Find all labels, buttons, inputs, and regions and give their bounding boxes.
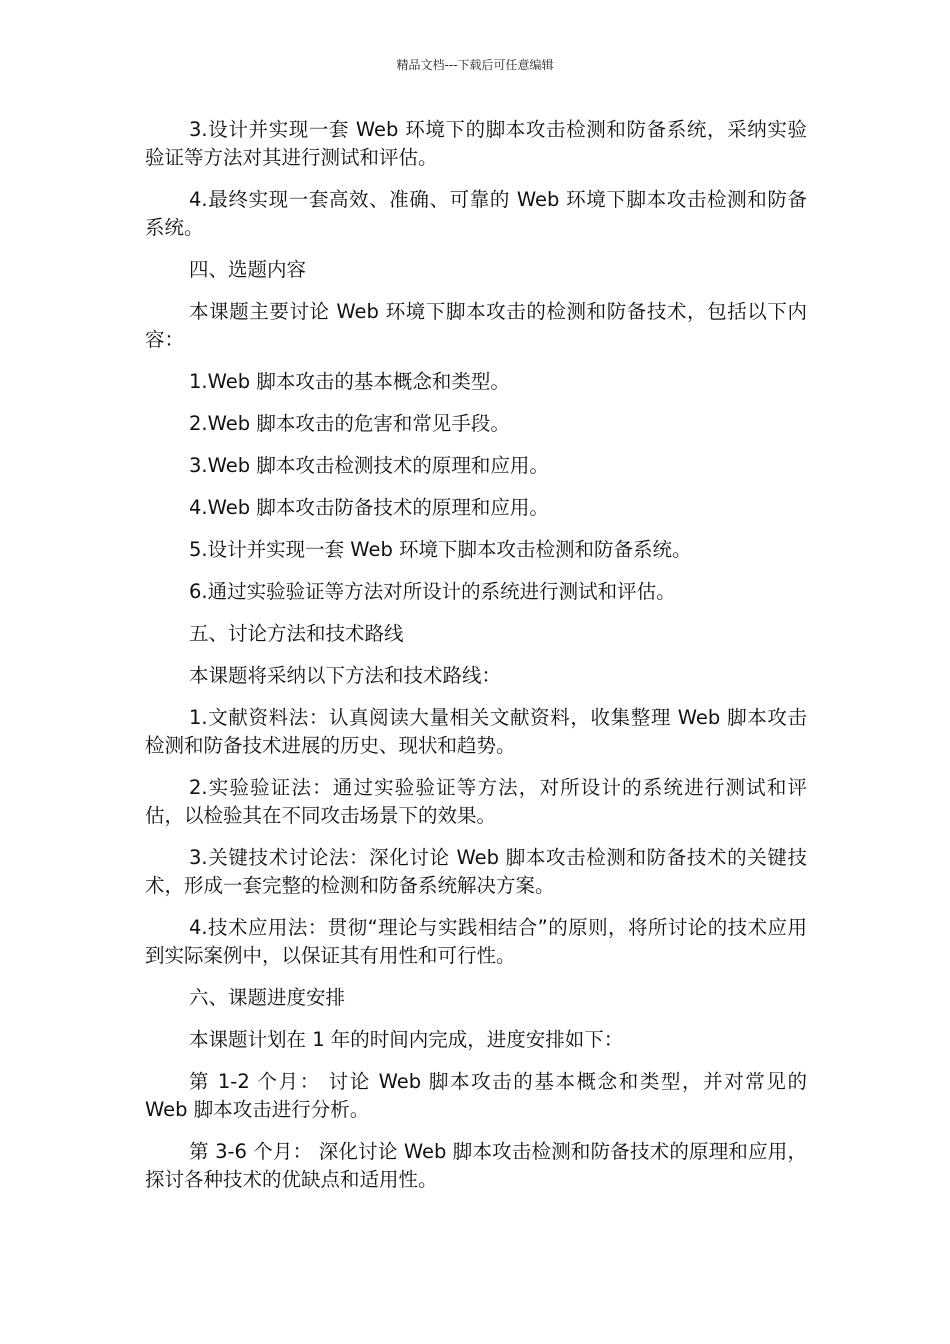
paragraph-methods-intro: 本课题将采纳以下方法和技术路线： (189, 664, 502, 687)
list-item-method-2: 2.实验验证法：通过实验验证等方法，对所设计的系统进行测试和评估，以检验其在不同攻击场景下的效果。 (145, 776, 807, 827)
list-item-content-2: 2.Web 脚本攻击的危害和常见手段。 (189, 412, 510, 435)
list-item-content-5: 5.设计并实现一套 Web 环境下脚本攻击检测和防备系统。 (189, 538, 692, 561)
list-item-method-1: 1.文献资料法：认真阅读大量相关文献资料，收集整理 Web 脚本攻击检测和防备技术进展的历史、现状和趋势。 (145, 706, 807, 757)
section-heading-5: 五、讨论方法和技术路线 (189, 622, 404, 645)
paragraph-goal-4: 4.最终实现一套高效、准确、可靠的 Web 环境下脚本攻击检测和防备系统。 (145, 188, 807, 239)
paragraph-content-intro: 本课题主要讨论 Web 环境下脚本攻击的检测和防备技术，包括以下内容： (145, 300, 807, 351)
list-item-content-1: 1.Web 脚本攻击的基本概念和类型。 (189, 370, 510, 393)
list-item-content-6: 6.通过实验验证等方法对所设计的系统进行测试和评估。 (189, 580, 676, 603)
page-header: 精品文档---下载后可任意编辑 (396, 58, 554, 72)
schedule-item-2: 第 3-6 个月： 深化讨论 Web 脚本攻击检测和防备技术的原理和应用，探讨各种技术的优缺点和适用性。 (145, 1140, 807, 1191)
list-item-method-3: 3.关键技术讨论法：深化讨论 Web 脚本攻击检测和防备技术的关键技术，形成一套完整的检测和防备系统解决方案。 (145, 846, 807, 897)
list-item-method-4: 4.技术应用法：贯彻“理论与实践相结合”的原则，将所讨论的技术应用到实际案例中，以保证其有用性和可行性。 (145, 916, 807, 967)
schedule-item-1: 第 1-2 个月： 讨论 Web 脚本攻击的基本概念和类型，并对常见的 Web 脚本攻击进行分析。 (145, 1070, 807, 1121)
paragraph-schedule-intro: 本课题计划在 1 年的时间内完成，进度安排如下： (189, 1028, 624, 1051)
list-item-content-3: 3.Web 脚本攻击检测技术的原理和应用。 (189, 454, 549, 477)
document-body (145, 116, 807, 1208)
list-item-content-4: 4.Web 脚本攻击防备技术的原理和应用。 (189, 496, 549, 519)
section-heading-4: 四、选题内容 (189, 258, 307, 281)
paragraph-goal-3: 3.设计并实现一套 Web 环境下的脚本攻击检测和防备系统，采纳实验验证等方法对其进行测试和评估。 (145, 118, 807, 169)
section-heading-6: 六、课题进度安排 (189, 986, 346, 1009)
